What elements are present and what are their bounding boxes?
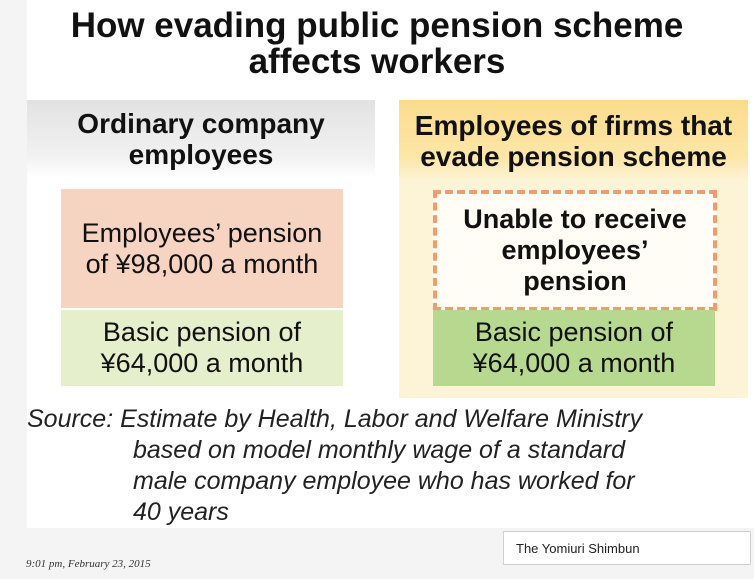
- infographic-title: [0, 8, 754, 80]
- source-line-1: Estimate by Health, Labor and Welfare Ministry: [120, 405, 643, 433]
- source-note: [27, 404, 747, 526]
- unable-to-receive-box: [433, 190, 717, 311]
- basic-pension-box-left: [61, 310, 343, 386]
- employees-pension-line-1: Employees’ pension: [81, 217, 323, 248]
- left-heading-line-1: Ordinary company: [77, 108, 325, 139]
- source-line-3: male company employee who has worked for: [133, 467, 635, 495]
- evading-firms-heading: [399, 100, 748, 182]
- timestamp: 9:01 pm, February 23, 2015: [26, 558, 151, 570]
- unable-line-1: Unable to receive: [463, 204, 687, 234]
- ordinary-employees-heading: [27, 100, 375, 178]
- right-heading-line-2: evade pension scheme: [420, 141, 727, 172]
- employees-pension-box: [61, 189, 343, 308]
- employees-pension-line-2: of ¥98,000 a month: [85, 248, 319, 279]
- basic-pension-right-line-2: ¥64,000 a month: [472, 348, 676, 378]
- unable-line-2: employees’: [501, 235, 649, 265]
- unable-line-3: pension: [523, 266, 627, 296]
- basic-pension-left-line-2: ¥64,000 a month: [100, 348, 304, 378]
- source-line-4: 40 years: [133, 498, 229, 526]
- right-heading-line-1: Employees of firms that: [414, 110, 733, 141]
- source-lead: Source:: [27, 405, 114, 433]
- photo-credit: The Yomiuri Shimbun: [503, 531, 751, 565]
- title-line-1: How evading public pension scheme: [70, 6, 684, 45]
- basic-pension-left-line-1: Basic pension of: [102, 317, 302, 347]
- source-line-2: based on model monthly wage of a standard: [133, 436, 625, 464]
- title-line-2: affects workers: [248, 42, 506, 81]
- basic-pension-box-right: [433, 310, 715, 386]
- basic-pension-right-line-1: Basic pension of: [474, 317, 674, 347]
- left-heading-line-2: employees: [128, 139, 274, 170]
